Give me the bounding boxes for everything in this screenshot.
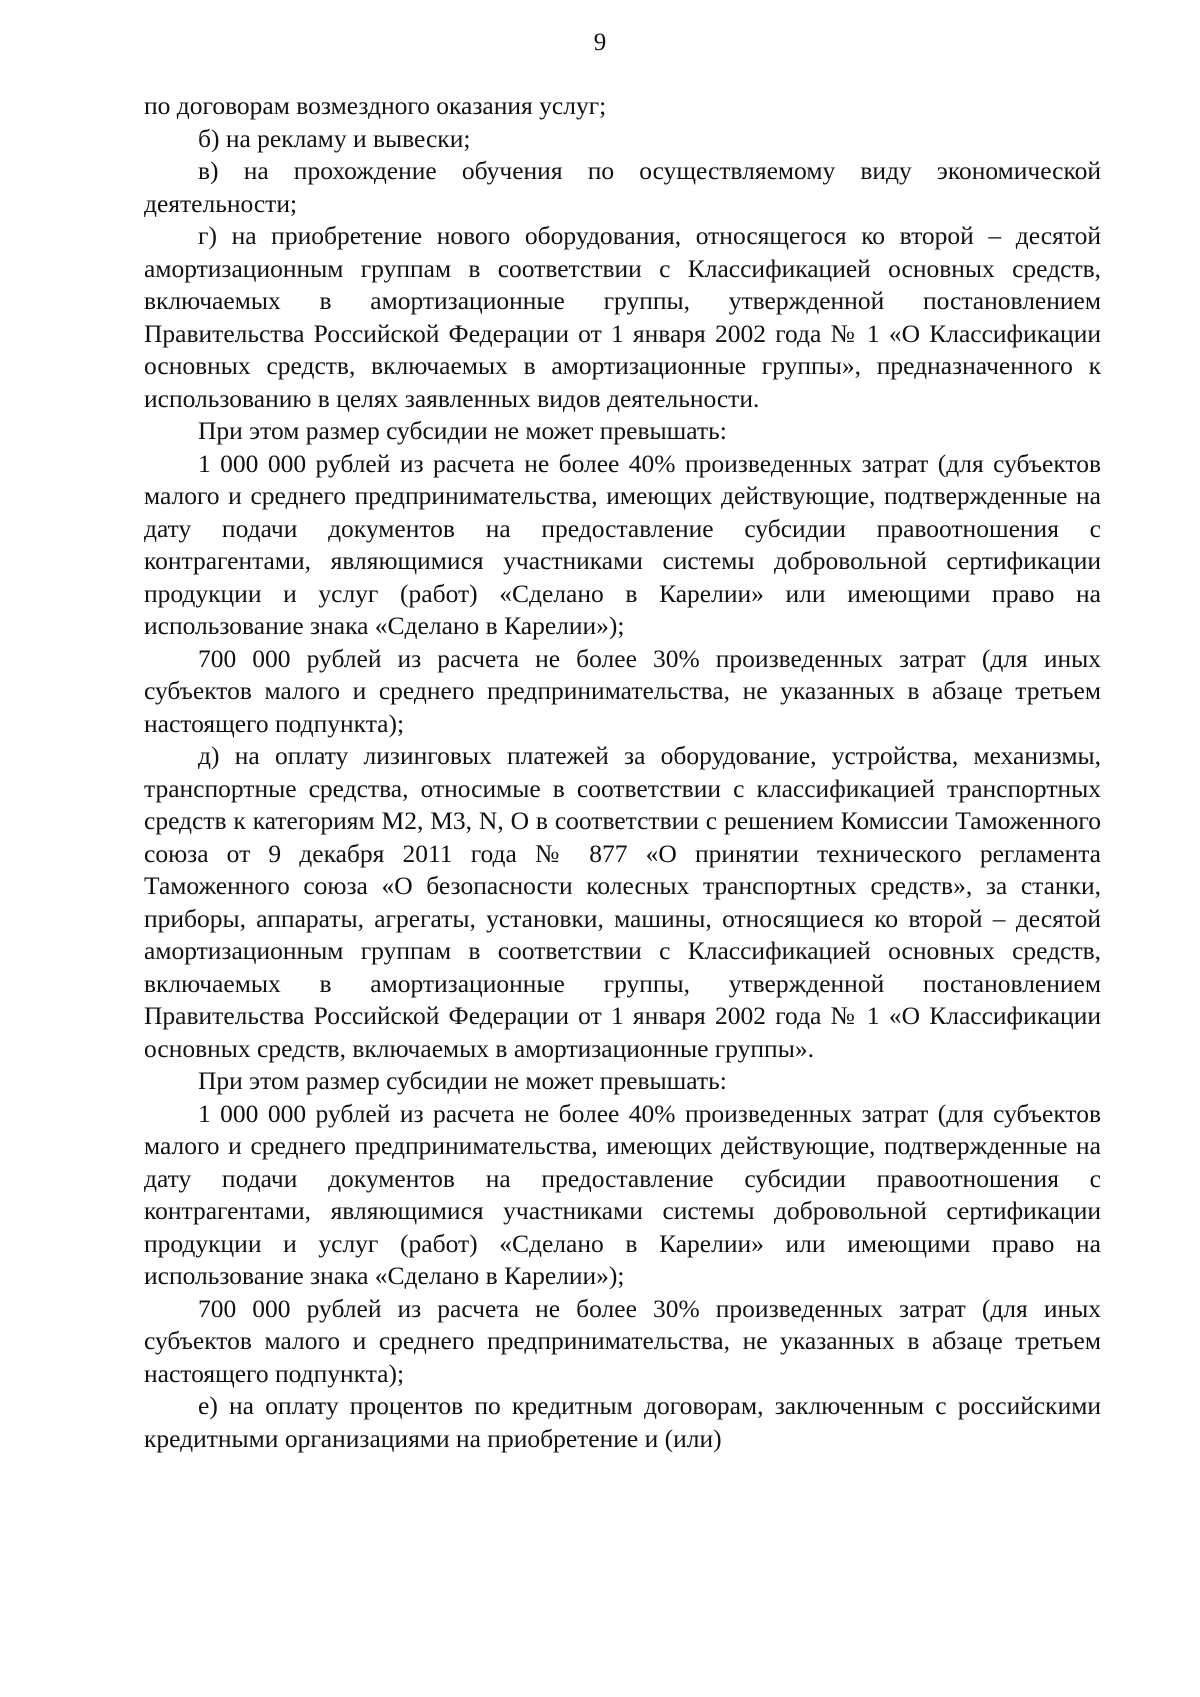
paragraph-subsidy-limit-2: При этом размер субсидии не может превышать: <box>198 1066 727 1095</box>
paragraph-subsidy-limit-1: При этом размер субсидии не может превышать: <box>198 416 727 445</box>
paragraph-item-g-equipment: г) на приобретение нового оборудования, относящегося ко второй – десятой амортизационным группам в соответствии с Классификацией основных средств, включаемых в амортизационные группы, утвержденной постановлением Правительства Российской Федерации от 1 января 2002 года № 1 «О Классификации основных средств, включаемых в амортизационные группы», предназначенного к использованию в целях заявленных видов деятельности. <box>144 221 1101 413</box>
paragraph-limit-700000-a: 700 000 рублей из расчета не более 30% произведенных затрат (для иных субъектов малого и среднего предпринимательства, не указанных в абзаце третьем настоящего подпункта); <box>144 643 1101 738</box>
paragraph-limit-700000-b: 700 000 рублей из расчета не более 30% произведенных затрат (для иных субъектов малого и среднего предпринимательства, не указанных в абзаце третьем настоящего подпункта); <box>144 1293 1101 1388</box>
paragraph-item-b-advertising: б) на рекламу и вывески; <box>198 123 471 153</box>
paragraph-contracts-services: по договорам возмездного оказания услуг; <box>144 91 607 120</box>
document-body <box>144 90 1101 1455</box>
paragraph-limit-1000000-a: 1 000 000 рублей из расчета не более 40% произведенных затрат (для субъектов малого и среднего предпринимательства, имеющих действующие, подтвержденные на дату подачи документов на предоставление субсидии правоотношения с контрагентами, являющимися участниками системы добровольной сертификации продукции и услуг (работ) «Сделано в Карелии» или имеющими право на использование знака «Сделано в Карелии»); <box>144 448 1101 640</box>
paragraph-item-d-leasing: д) на оплату лизинговых платежей за оборудование, устройства, механизмы, транспортные средства, относимые в соответствии с классификацией транспортных средств к категориям М2, М3, N, О в соответствии с решением Комиссии Таможенного союза от 9 декабря 2011 года № 877 «О принятии технического регламента Таможенного союза «О безопасности колесных транспортных средств», за станки, приборы, аппараты, агрегаты, установки, машины, относящиеся ко второй – десятой амортизационным группам в соответствии с Классификацией основных средств, включаемых в амортизационные группы, утвержденной постановлением Правительства Российской Федерации от 1 января 2002 года № 1 «О Классификации основных средств, включаемых в амортизационные группы». <box>144 741 1101 1063</box>
paragraph-item-e-interest: е) на оплату процентов по кредитным договорам, заключенным с российскими кредитными организациями на приобретение и (или) <box>144 1391 1101 1453</box>
paragraph-limit-1000000-b: 1 000 000 рублей из расчета не более 40% произведенных затрат (для субъектов малого и среднего предпринимательства, имеющих действующие, подтвержденные на дату подачи документов на предоставление субсидии правоотношения с контрагентами, являющимися участниками системы добровольной сертификации продукции и услуг (работ) «Сделано в Карелии» или имеющими право на использование знака «Сделано в Карелии»); <box>144 1098 1101 1290</box>
page-number: 9 <box>593 29 607 56</box>
paragraph-item-v-training: в) на прохождение обучения по осуществляемому виду экономической деятельности; <box>144 156 1101 218</box>
